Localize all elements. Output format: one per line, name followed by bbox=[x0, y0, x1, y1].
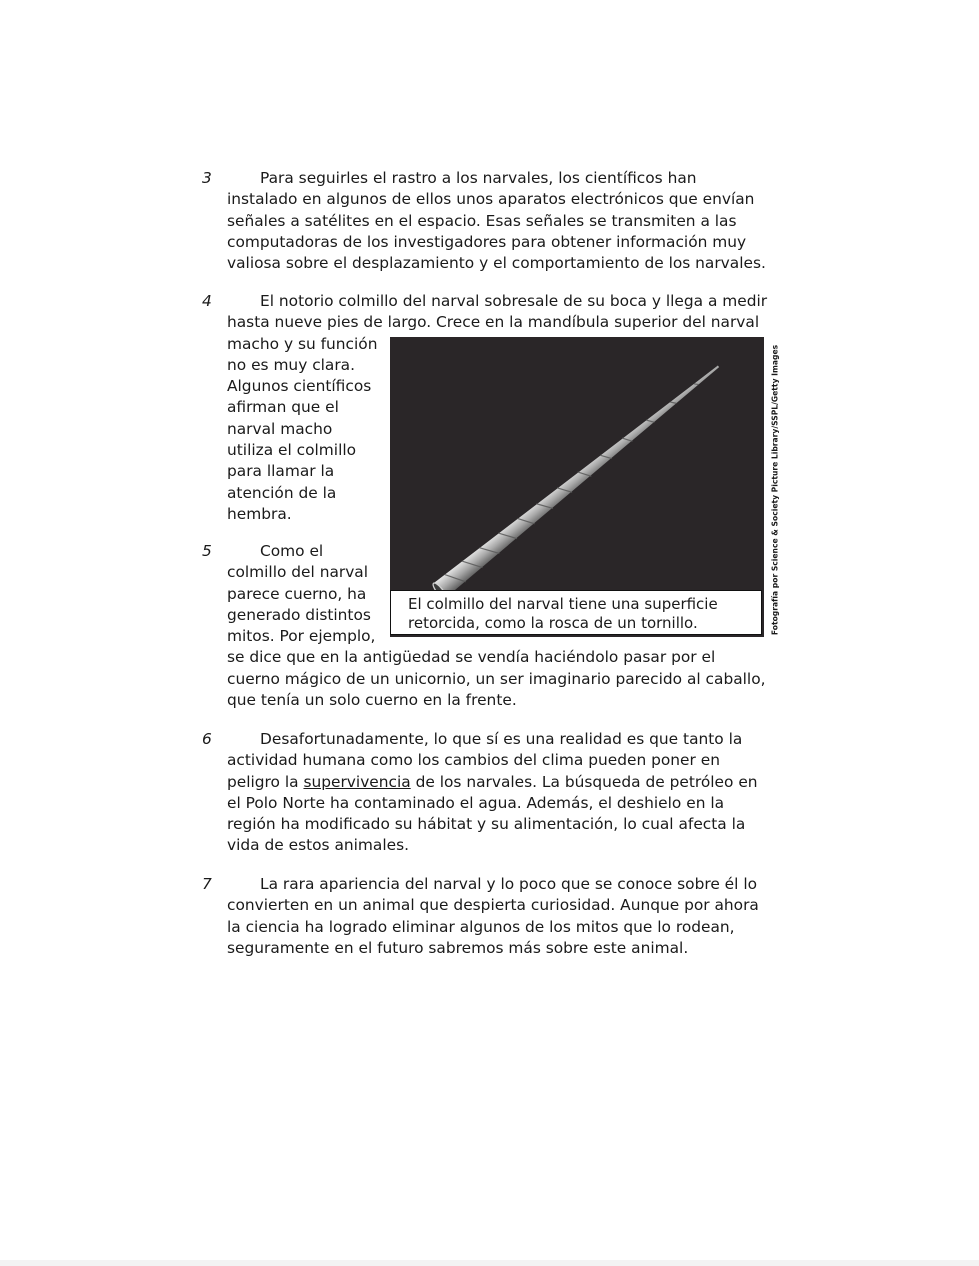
narwhal-tusk-figure bbox=[390, 337, 764, 637]
paragraph-line: narval macho bbox=[227, 419, 333, 438]
paragraph-line: atención de la bbox=[227, 483, 337, 502]
paragraph-line: vida de estos animales. bbox=[227, 836, 409, 855]
paragraph-line: La rara apariencia del narval y lo poco que se conoce sobre él lo bbox=[260, 875, 758, 893]
paragraph-number-7: 7 bbox=[202, 875, 212, 893]
paragraph-line: utiliza el colmillo bbox=[227, 441, 357, 460]
caption-line: El colmillo del narval tiene una superficie bbox=[408, 595, 718, 613]
paragraph-line: peligro la supervivencia de los narvales. La búsqueda de petróleo en bbox=[227, 772, 758, 791]
paragraph-number-4: 4 bbox=[202, 292, 212, 310]
paragraph-line: la ciencia ha logrado eliminar algunos de los mitos que lo rodean, bbox=[227, 917, 735, 936]
paragraph-line: para llamar la bbox=[227, 462, 335, 481]
paragraph-line: computadoras de los investigadores para obtener información muy bbox=[227, 232, 747, 251]
paragraph-line: actividad humana como los cambios del clima pueden poner en bbox=[227, 751, 720, 770]
paragraph-line: afirman que el bbox=[227, 398, 339, 417]
paragraph-3 bbox=[227, 168, 787, 274]
paragraph-line: hasta nueve pies de largo. Crece en la mandíbula superior del narval bbox=[227, 313, 760, 332]
paragraph-line: el Polo Norte ha contaminado el agua. Además, el deshielo en la bbox=[227, 793, 725, 812]
paragraph-7 bbox=[227, 874, 787, 959]
underlined-word: supervivencia bbox=[303, 772, 411, 791]
paragraph-line: Para seguirles el rastro a los narvales, los científicos han bbox=[260, 169, 697, 187]
caption-line: retorcida, como la rosca de un tornillo. bbox=[408, 613, 698, 632]
paragraph-line: región ha modificado su hábitat y su alimentación, lo cual afecta la bbox=[227, 815, 746, 834]
paragraph-line: no es muy clara. bbox=[227, 355, 356, 374]
paragraph-line: señales a satélites en el espacio. Esas señales se transmiten a las bbox=[227, 211, 737, 230]
paragraph-line: generado distintos bbox=[227, 605, 371, 624]
narwhal-tusk-image bbox=[390, 337, 764, 590]
paragraph-line: seguramente en el futuro sabremos más sobre este animal. bbox=[227, 938, 689, 957]
paragraph-line: Algunos científicos bbox=[227, 377, 372, 396]
paragraph-line: parece cuerno, ha bbox=[227, 584, 367, 603]
paragraph-line: se dice que en la antigüedad se vendía haciéndolo pasar por el bbox=[227, 648, 716, 667]
paragraph-line: cuerno mágico de un unicornio, un ser imaginario parecido al caballo, bbox=[227, 669, 766, 688]
paragraph-line: mitos. Por ejemplo, bbox=[227, 627, 376, 646]
figure-caption bbox=[390, 590, 762, 635]
paragraph-line: colmillo del narval bbox=[227, 563, 369, 582]
paragraph-number-5: 5 bbox=[202, 542, 212, 560]
paragraph-number-3: 3 bbox=[202, 169, 212, 187]
paragraph-line: Desafortunadamente, lo que sí es una realidad es que tanto la bbox=[260, 730, 743, 748]
photo-credit bbox=[768, 344, 782, 636]
paragraph-6 bbox=[227, 729, 787, 857]
photo-credit-text: Fotografía por Science & Society Picture Library/SSPL/Getty Images bbox=[770, 344, 780, 636]
paragraph-line: hembra. bbox=[227, 504, 292, 523]
paragraph-line: instalado en algunos de ellos unos aparatos electrónicos que envían bbox=[227, 190, 755, 209]
paragraph-line: convierten en un animal que despierta curiosidad. Aunque por ahora bbox=[227, 896, 759, 915]
paragraph-number-6: 6 bbox=[202, 730, 212, 748]
paragraph-line: Como el bbox=[260, 542, 324, 560]
page-bottom-edge bbox=[0, 1260, 979, 1266]
paragraph-line: El notorio colmillo del narval sobresale de su boca y llega a medir bbox=[260, 292, 768, 310]
paragraph-line: macho y su función bbox=[227, 334, 378, 353]
paragraph-line: valiosa sobre el desplazamiento y el comportamiento de los narvales. bbox=[227, 254, 766, 273]
paragraph-line: que tenía un solo cuerno en la frente. bbox=[227, 691, 517, 710]
